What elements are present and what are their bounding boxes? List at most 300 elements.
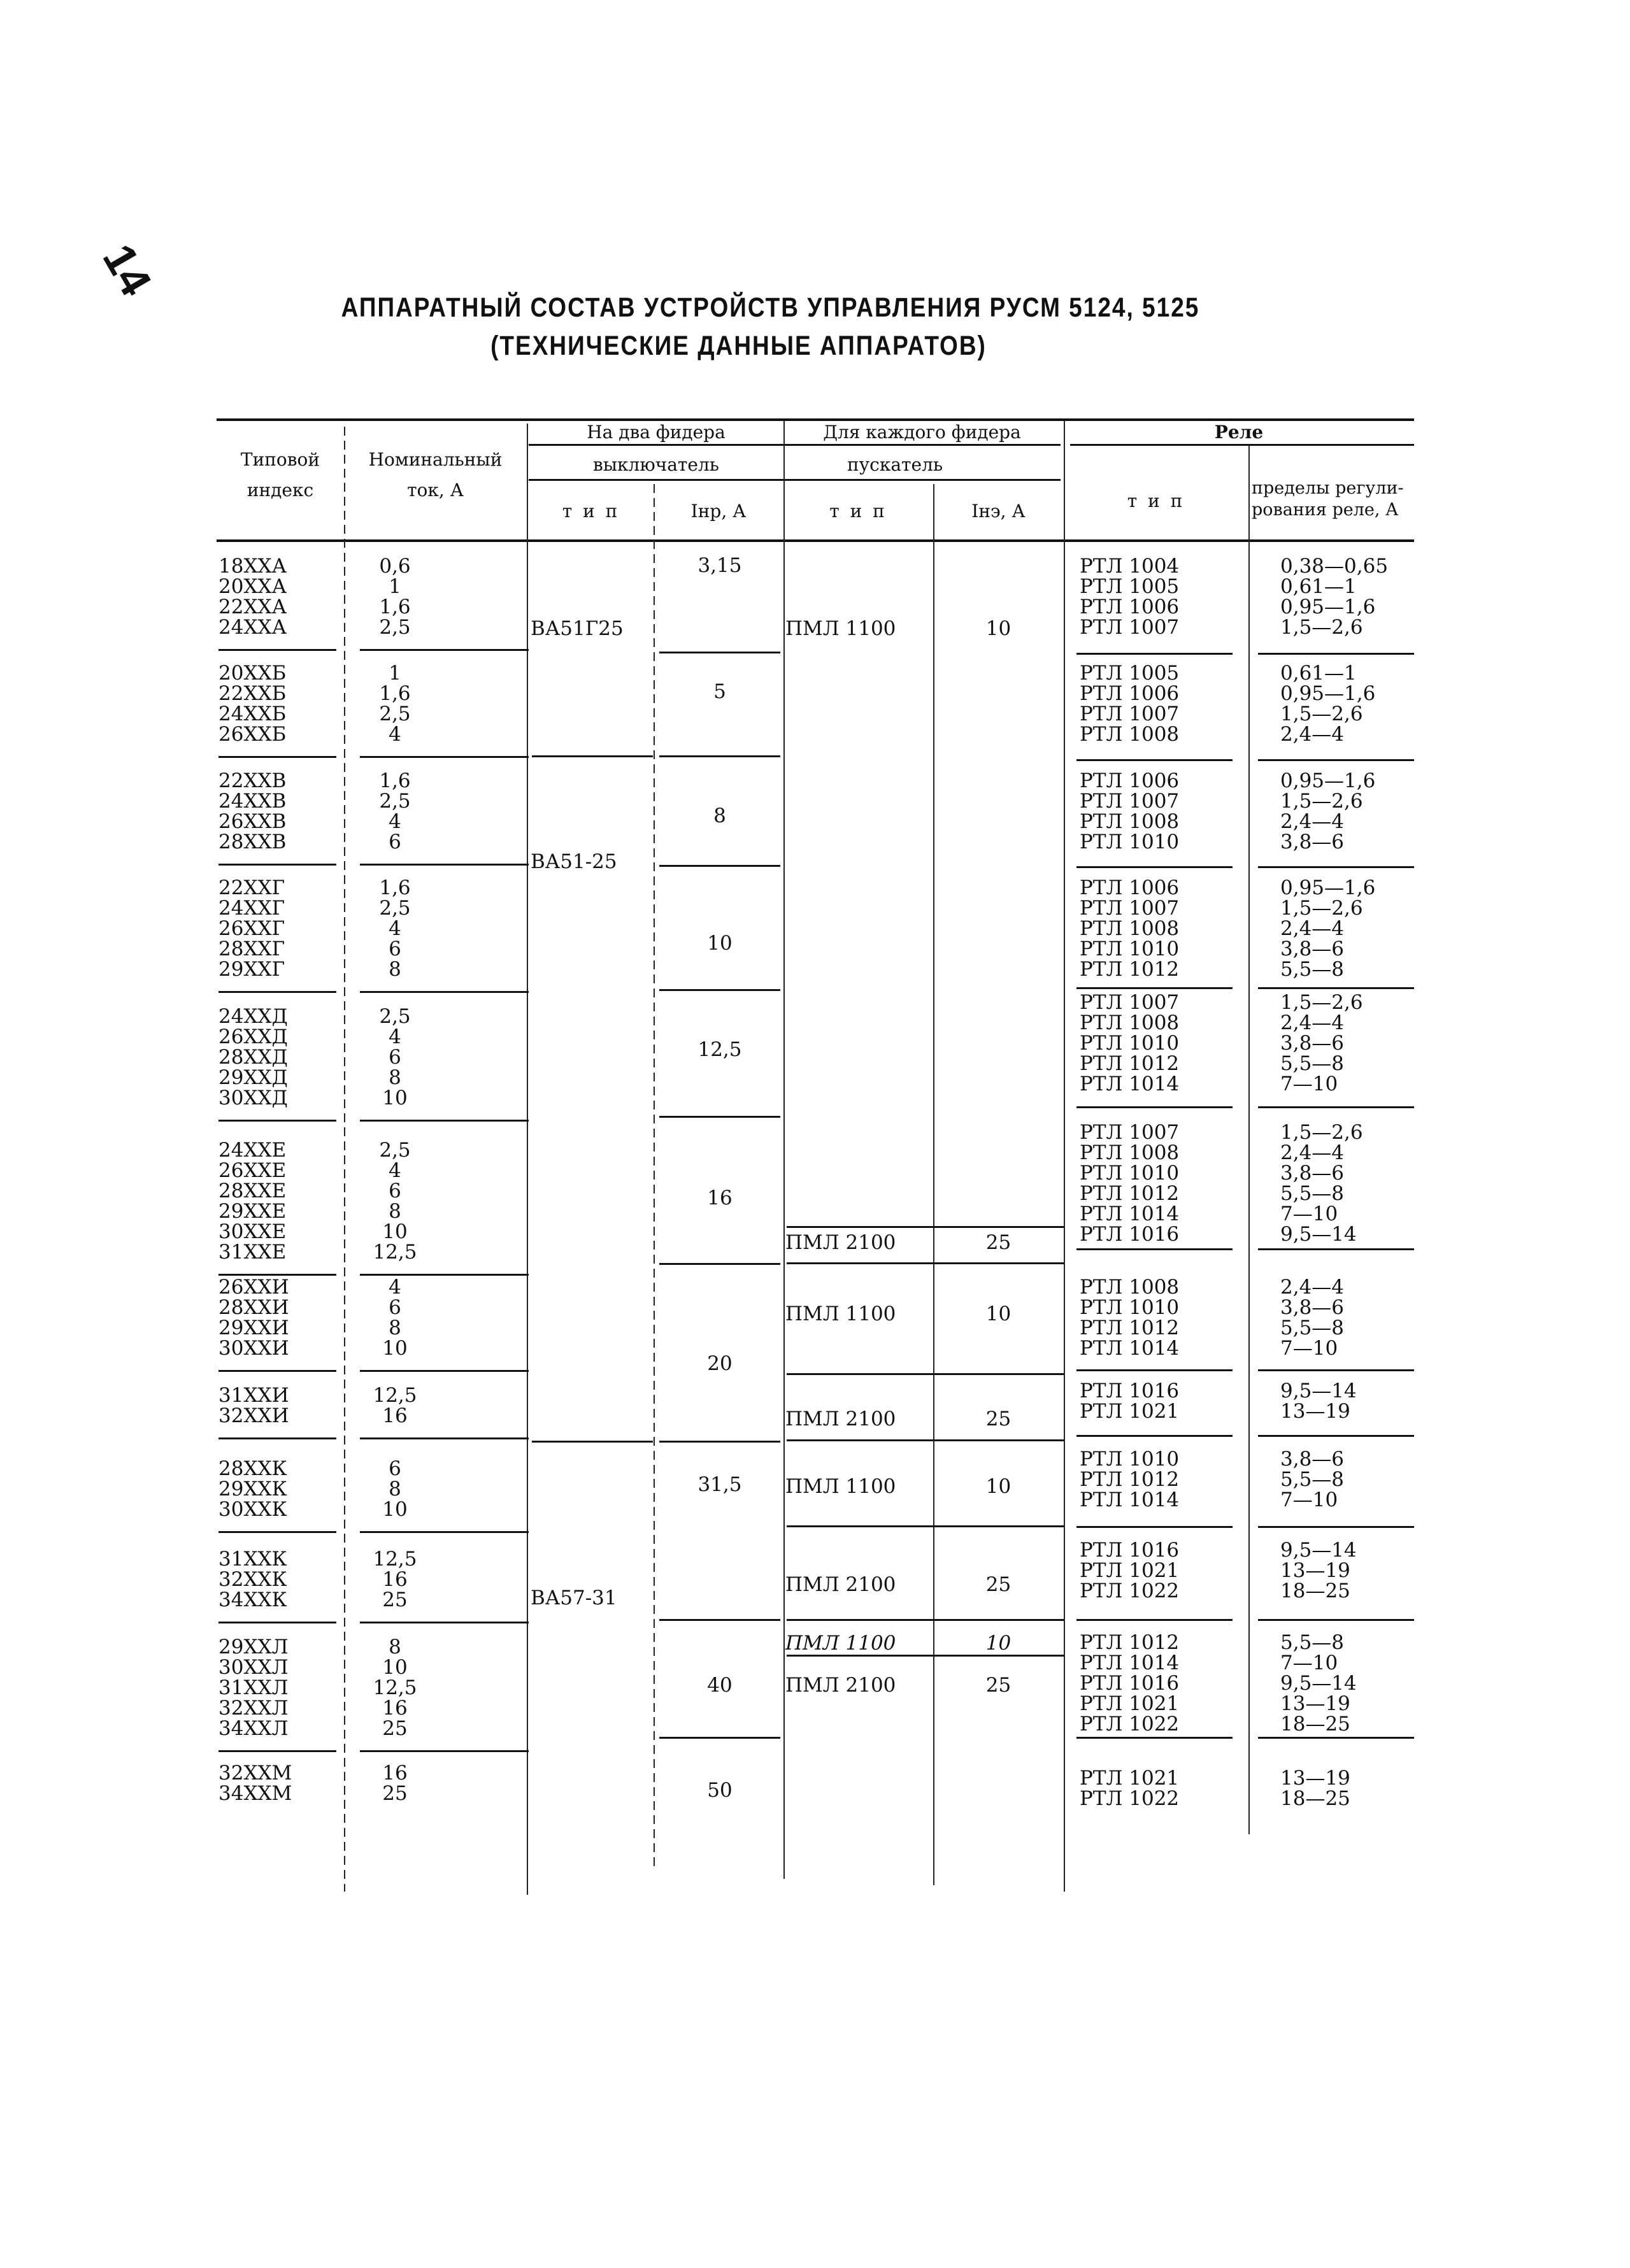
relay-type-value: РТЛ 1012 bbox=[1080, 958, 1180, 981]
relay-range-value: 5,5—8 bbox=[1280, 1468, 1345, 1491]
relay-type-value: РТЛ 1010 bbox=[1080, 1448, 1180, 1471]
type-index bbox=[218, 663, 286, 745]
table-top-rule bbox=[217, 418, 1414, 421]
header-bottom-rule bbox=[217, 539, 1414, 542]
relay-range-value: 2,4—4 bbox=[1280, 1011, 1345, 1034]
starter-type: ПМЛ 2100 bbox=[785, 1231, 896, 1254]
type-index-value: 31ХХЛ bbox=[218, 1676, 289, 1699]
relay-type-value: РТЛ 1010 bbox=[1080, 831, 1180, 853]
relay-range bbox=[1280, 771, 1375, 852]
type-index bbox=[218, 1549, 287, 1610]
group-divider bbox=[360, 1120, 529, 1122]
relay-range bbox=[1280, 1632, 1357, 1734]
nominal-current-value: 25 bbox=[382, 1782, 408, 1805]
type-index-value: 26ХХГ bbox=[218, 917, 285, 940]
starter-current: 25 bbox=[985, 1408, 1012, 1430]
nominal-current-value: 4 bbox=[389, 810, 401, 833]
relay-range-value: 1,5—2,6 bbox=[1280, 991, 1363, 1014]
relay-divider bbox=[1258, 1526, 1414, 1528]
header-relay-range: пределы регули- рования реле, А bbox=[1252, 478, 1404, 520]
relay-range bbox=[1280, 1449, 1344, 1510]
starter-current: 10 bbox=[985, 1475, 1012, 1498]
relay-range bbox=[1280, 1768, 1350, 1809]
starter-current: 25 bbox=[985, 1231, 1012, 1254]
type-index-value: 30ХХЕ bbox=[218, 1220, 287, 1243]
relay-type-value: РТЛ 1012 bbox=[1080, 1052, 1180, 1075]
relay-range-value: 9,5—14 bbox=[1280, 1223, 1357, 1246]
type-index-value: 22ХХА bbox=[218, 596, 287, 618]
header-relay-type: т и п bbox=[1127, 490, 1185, 511]
breaker-current: 8 bbox=[713, 804, 726, 827]
relay-type-value: РТЛ 1012 bbox=[1080, 1631, 1180, 1654]
relay-range-value: 3,8—6 bbox=[1280, 1296, 1345, 1319]
type-index-value: 31ХХЕ bbox=[218, 1241, 287, 1264]
nominal-current-value: 8 bbox=[389, 958, 401, 981]
relay-divider bbox=[1258, 759, 1414, 761]
breaker-current: 50 bbox=[707, 1779, 733, 1802]
header-rule-group bbox=[1070, 444, 1414, 446]
relay-type-value: РТЛ 1008 bbox=[1080, 1141, 1180, 1164]
nominal-current-value: 12,5 bbox=[373, 1384, 417, 1407]
breaker-current: 5 bbox=[713, 680, 726, 703]
type-index-value: 26ХХБ bbox=[218, 723, 287, 746]
group-divider bbox=[218, 1531, 336, 1533]
relay-type bbox=[1080, 771, 1179, 852]
starter-divider bbox=[787, 1439, 1064, 1441]
relay-range-value: 9,5—14 bbox=[1280, 1672, 1357, 1695]
starter-type: ПМЛ 1100 bbox=[785, 617, 896, 640]
relay-type-value: РТЛ 1008 bbox=[1080, 1011, 1180, 1034]
nominal-current-value: 8 bbox=[389, 1316, 401, 1339]
type-index-value: 26ХХИ bbox=[218, 1276, 289, 1299]
group-divider bbox=[360, 1622, 529, 1623]
type-index-value: 24ХХА bbox=[218, 616, 287, 639]
type-index-value: 28ХХЕ bbox=[218, 1180, 287, 1202]
relay-type bbox=[1080, 1632, 1179, 1734]
relay-range bbox=[1280, 1277, 1344, 1359]
relay-type bbox=[1080, 556, 1179, 638]
relay-type-value: РТЛ 1014 bbox=[1080, 1651, 1180, 1674]
type-index-value: 30ХХЛ bbox=[218, 1656, 289, 1679]
type-index-value: 24ХХД bbox=[218, 1005, 288, 1028]
nominal-current bbox=[357, 1277, 433, 1359]
current-divider bbox=[659, 865, 780, 867]
group-divider bbox=[218, 1370, 336, 1372]
relay-type-value: РТЛ 1021 bbox=[1080, 1692, 1180, 1715]
relay-range bbox=[1280, 878, 1375, 980]
starter-current: 25 bbox=[985, 1573, 1012, 1596]
group-divider bbox=[218, 1437, 336, 1439]
type-index-value: 22ХХБ bbox=[218, 682, 287, 705]
relay-divider bbox=[1258, 653, 1414, 655]
nominal-current-value: 8 bbox=[389, 1200, 401, 1223]
relay-range-value: 7—10 bbox=[1280, 1202, 1338, 1225]
page-title: АППАРАТНЫЙ СОСТАВ УСТРОЙСТВ УПРАВЛЕНИЯ РУСМ 5124, 5125 bbox=[341, 292, 1200, 322]
type-index bbox=[218, 1277, 289, 1359]
relay-type-value: РТЛ 1006 bbox=[1080, 682, 1180, 705]
relay-range bbox=[1280, 1122, 1363, 1245]
starter-type: ПМЛ 1100 bbox=[785, 1632, 896, 1655]
nominal-current-value: 16 bbox=[382, 1568, 408, 1591]
relay-divider bbox=[1076, 1435, 1233, 1437]
relay-divider bbox=[1076, 759, 1233, 761]
current-divider bbox=[659, 1116, 780, 1118]
relay-type-value: РТЛ 1016 bbox=[1080, 1380, 1180, 1402]
nominal-current bbox=[357, 1459, 433, 1520]
relay-range-value: 5,5—8 bbox=[1280, 1182, 1345, 1205]
type-index-value: 20ХХБ bbox=[218, 662, 287, 685]
type-index-value: 32ХХИ bbox=[218, 1404, 289, 1427]
type-index bbox=[218, 771, 286, 852]
column-divider bbox=[654, 484, 655, 1866]
relay-range-value: 3,8—6 bbox=[1280, 1162, 1345, 1185]
type-index-value: 32ХХЛ bbox=[218, 1697, 289, 1720]
nominal-current-value: 12,5 bbox=[373, 1548, 417, 1571]
header-breaker-sub: выключатель bbox=[592, 454, 719, 475]
header-starter-sub: пускатель bbox=[847, 454, 943, 475]
group-divider bbox=[360, 1437, 529, 1439]
group-divider bbox=[360, 991, 529, 993]
relay-type bbox=[1080, 1122, 1179, 1245]
group-divider bbox=[360, 1750, 529, 1752]
starter-divider bbox=[787, 1373, 1064, 1375]
relay-range-value: 9,5—14 bbox=[1280, 1539, 1357, 1562]
relay-type bbox=[1080, 992, 1179, 1094]
nominal-current-value: 2,5 bbox=[379, 790, 411, 813]
relay-range-value: 7—10 bbox=[1280, 1073, 1338, 1095]
current-divider bbox=[659, 1737, 780, 1739]
type-index-value: 24ХХГ bbox=[218, 897, 285, 920]
relay-range bbox=[1280, 663, 1375, 745]
relay-divider bbox=[1258, 1737, 1414, 1739]
header-starter-group: Для каждого фидера bbox=[823, 422, 1021, 443]
relay-range-value: 13—19 bbox=[1280, 1767, 1350, 1790]
relay-type-value: РТЛ 1005 bbox=[1080, 662, 1180, 685]
relay-type-value: РТЛ 1007 bbox=[1080, 897, 1180, 920]
header-starter-type: т и п bbox=[829, 501, 887, 522]
relay-range-value: 3,8—6 bbox=[1280, 831, 1345, 853]
type-index-value: 28ХХД bbox=[218, 1046, 288, 1069]
starter-current: 25 bbox=[985, 1674, 1012, 1697]
relay-type bbox=[1080, 1381, 1179, 1422]
type-index bbox=[218, 1006, 288, 1108]
relay-range-value: 1,5—2,6 bbox=[1280, 703, 1363, 725]
starter-type: ПМЛ 2100 bbox=[785, 1573, 896, 1596]
header-breaker-type: т и п bbox=[562, 501, 620, 522]
nominal-current-value: 10 bbox=[382, 1337, 408, 1360]
header-index: Типовой индекс bbox=[240, 449, 320, 501]
nominal-current-value: 6 bbox=[389, 1180, 401, 1202]
type-index bbox=[218, 1140, 286, 1262]
relay-range bbox=[1280, 1381, 1357, 1422]
relay-range-value: 3,8—6 bbox=[1280, 1032, 1345, 1055]
relay-divider bbox=[1076, 1619, 1233, 1621]
relay-divider bbox=[1258, 987, 1414, 989]
relay-divider bbox=[1258, 1619, 1414, 1621]
type-index-value: 28ХХГ bbox=[218, 938, 285, 960]
relay-range-value: 1,5—2,6 bbox=[1280, 1121, 1363, 1144]
relay-range-value: 1,5—2,6 bbox=[1280, 790, 1363, 813]
nominal-current bbox=[357, 1549, 433, 1610]
nominal-current-value: 25 bbox=[382, 1588, 408, 1611]
relay-range-value: 13—19 bbox=[1280, 1559, 1350, 1582]
relay-range-value: 7—10 bbox=[1280, 1488, 1338, 1511]
relay-divider bbox=[1076, 1248, 1233, 1250]
relay-type-value: РТЛ 1008 bbox=[1080, 917, 1180, 940]
nominal-current-value: 10 bbox=[382, 1656, 408, 1679]
starter-divider bbox=[787, 1525, 1064, 1527]
type-index-value: 28ХХВ bbox=[218, 831, 287, 853]
relay-range-value: 5,5—8 bbox=[1280, 958, 1345, 981]
nominal-current-value: 2,5 bbox=[379, 616, 411, 639]
relay-type bbox=[1080, 1540, 1179, 1601]
nominal-current-value: 1,6 bbox=[379, 596, 411, 618]
nominal-current-value: 16 bbox=[382, 1697, 408, 1720]
type-index bbox=[218, 1459, 287, 1520]
relay-range-value: 18—25 bbox=[1280, 1713, 1350, 1736]
relay-type-value: РТЛ 1010 bbox=[1080, 1032, 1180, 1055]
type-index-value: 32ХХМ bbox=[218, 1762, 292, 1785]
header-breaker-current: Iнр, А bbox=[690, 501, 747, 522]
page-number: 14 bbox=[93, 236, 162, 304]
nominal-current-value: 6 bbox=[389, 1457, 401, 1480]
nominal-current-value: 10 bbox=[382, 1498, 408, 1521]
nominal-current-value: 6 bbox=[389, 1296, 401, 1319]
nominal-current-value: 2,5 bbox=[379, 703, 411, 725]
relay-range-value: 2,4—4 bbox=[1280, 917, 1345, 940]
nominal-current-value: 4 bbox=[389, 1159, 401, 1182]
group-divider bbox=[218, 864, 336, 866]
type-index-value: 26ХХЕ bbox=[218, 1159, 287, 1182]
relay-range-value: 0,95—1,6 bbox=[1280, 682, 1376, 705]
type-index-value: 32ХХК bbox=[218, 1568, 287, 1591]
relay-type-value: РТЛ 1021 bbox=[1080, 1767, 1180, 1790]
relay-type-value: РТЛ 1014 bbox=[1080, 1488, 1180, 1511]
relay-range-value: 0,38—0,65 bbox=[1280, 555, 1389, 578]
relay-range-value: 18—25 bbox=[1280, 1580, 1350, 1602]
column-divider bbox=[527, 424, 528, 1895]
relay-range-value: 9,5—14 bbox=[1280, 1380, 1357, 1402]
header-rule-group bbox=[529, 444, 783, 446]
group-divider bbox=[218, 1120, 336, 1122]
nominal-current-value: 4 bbox=[389, 1276, 401, 1299]
relay-range-value: 2,4—4 bbox=[1280, 1276, 1345, 1299]
type-index bbox=[218, 1385, 289, 1426]
relay-type-value: РТЛ 1022 bbox=[1080, 1713, 1180, 1736]
relay-type-value: РТЛ 1016 bbox=[1080, 1223, 1180, 1246]
relay-type-value: РТЛ 1014 bbox=[1080, 1337, 1180, 1360]
current-divider bbox=[659, 1619, 780, 1621]
current-divider bbox=[659, 652, 780, 653]
type-index-value: 26ХХВ bbox=[218, 810, 287, 833]
nominal-current-value: 4 bbox=[389, 917, 401, 940]
type-index-value: 24ХХЕ bbox=[218, 1139, 287, 1162]
current-divider bbox=[659, 755, 780, 757]
header-rule-sub bbox=[529, 479, 783, 481]
nominal-current-value: 8 bbox=[389, 1066, 401, 1089]
type-index bbox=[218, 1763, 292, 1804]
starter-divider bbox=[787, 1226, 1064, 1228]
relay-divider bbox=[1076, 1369, 1233, 1371]
group-divider bbox=[360, 1274, 529, 1276]
nominal-current-value: 16 bbox=[382, 1762, 408, 1785]
header-rule-sub bbox=[783, 479, 1061, 481]
relay-range-value: 7—10 bbox=[1280, 1651, 1338, 1674]
type-index bbox=[218, 556, 287, 638]
nominal-current-value: 2,5 bbox=[379, 1139, 411, 1162]
nominal-current-value: 2,5 bbox=[379, 897, 411, 920]
relay-divider bbox=[1076, 866, 1233, 868]
type-index-value: 26ХХД bbox=[218, 1025, 288, 1048]
relay-type-value: РТЛ 1006 bbox=[1080, 769, 1180, 792]
relay-type-value: РТЛ 1008 bbox=[1080, 810, 1180, 833]
relay-range-value: 3,8—6 bbox=[1280, 938, 1345, 960]
type-index-value: 28ХХИ bbox=[218, 1296, 289, 1319]
relay-range-value: 0,61—1 bbox=[1280, 575, 1357, 598]
type-index-value: 34ХХК bbox=[218, 1588, 287, 1611]
relay-range-value: 2,4—4 bbox=[1280, 1141, 1345, 1164]
relay-divider bbox=[1076, 1737, 1233, 1739]
column-divider bbox=[1248, 446, 1250, 1834]
group-divider bbox=[218, 991, 336, 993]
nominal-current-value: 8 bbox=[389, 1636, 401, 1658]
relay-divider bbox=[1258, 1106, 1414, 1108]
relay-type-value: РТЛ 1022 bbox=[1080, 1580, 1180, 1602]
relay-type-value: РТЛ 1021 bbox=[1080, 1559, 1180, 1582]
relay-type-value: РТЛ 1007 bbox=[1080, 616, 1180, 639]
relay-range-value: 0,95—1,6 bbox=[1280, 769, 1376, 792]
relay-divider bbox=[1076, 987, 1233, 989]
nominal-current bbox=[357, 556, 433, 638]
type-index-value: 29ХХЕ bbox=[218, 1200, 287, 1223]
nominal-current-value: 12,5 bbox=[373, 1241, 417, 1264]
type-index-value: 22ХХВ bbox=[218, 769, 287, 792]
type-index-value: 34ХХЛ bbox=[218, 1717, 289, 1740]
relay-range-value: 13—19 bbox=[1280, 1400, 1350, 1423]
relay-type-value: РТЛ 1016 bbox=[1080, 1539, 1180, 1562]
nominal-current-value: 1,6 bbox=[379, 876, 411, 899]
nominal-current bbox=[357, 1637, 433, 1739]
current-divider bbox=[659, 989, 780, 991]
relay-range-value: 0,95—1,6 bbox=[1280, 596, 1376, 618]
nominal-current-value: 16 bbox=[382, 1404, 408, 1427]
group-divider bbox=[360, 864, 529, 866]
relay-range bbox=[1280, 556, 1388, 638]
relay-type-value: РТЛ 1012 bbox=[1080, 1468, 1180, 1491]
relay-range bbox=[1280, 992, 1363, 1094]
nominal-current-value: 10 bbox=[382, 1087, 408, 1109]
relay-range-value: 5,5—8 bbox=[1280, 1052, 1345, 1075]
type-index-value: 29ХХД bbox=[218, 1066, 288, 1089]
breaker-divider bbox=[532, 1441, 653, 1443]
relay-divider bbox=[1258, 1369, 1414, 1371]
column-divider bbox=[1064, 420, 1065, 1892]
type-index bbox=[218, 1637, 288, 1739]
nominal-current-value: 4 bbox=[389, 723, 401, 746]
type-index-value: 30ХХК bbox=[218, 1498, 287, 1521]
nominal-current bbox=[357, 1763, 433, 1804]
relay-type-value: РТЛ 1016 bbox=[1080, 1672, 1180, 1695]
current-divider bbox=[659, 1263, 780, 1265]
nominal-current-value: 6 bbox=[389, 938, 401, 960]
starter-type: ПМЛ 1100 bbox=[785, 1302, 896, 1325]
type-index-value: 20ХХА bbox=[218, 575, 287, 598]
starter-divider bbox=[787, 1655, 1064, 1657]
relay-range-value: 2,4—4 bbox=[1280, 723, 1345, 746]
nominal-current-value: 8 bbox=[389, 1478, 401, 1501]
breaker-current: 20 bbox=[707, 1352, 733, 1375]
relay-divider bbox=[1258, 1248, 1414, 1250]
starter-current: 10 bbox=[985, 1632, 1012, 1655]
starter-current: 10 bbox=[985, 617, 1012, 640]
nominal-current-value: 4 bbox=[389, 1025, 401, 1048]
nominal-current-value: 0,6 bbox=[379, 555, 411, 578]
relay-range-value: 18—25 bbox=[1280, 1787, 1350, 1810]
relay-type-value: РТЛ 1010 bbox=[1080, 1162, 1180, 1185]
type-index-value: 29ХХЛ bbox=[218, 1636, 289, 1658]
relay-type-value: РТЛ 1022 bbox=[1080, 1787, 1180, 1810]
relay-type-value: РТЛ 1005 bbox=[1080, 575, 1180, 598]
nominal-current bbox=[357, 1385, 433, 1426]
relay-range-value: 3,8—6 bbox=[1280, 1448, 1345, 1471]
relay-range-value: 1,5—2,6 bbox=[1280, 897, 1363, 920]
type-index-value: 34ХХМ bbox=[218, 1782, 292, 1805]
type-index-value: 24ХХВ bbox=[218, 790, 287, 813]
type-index-value: 30ХХД bbox=[218, 1087, 288, 1109]
relay-type-value: РТЛ 1010 bbox=[1080, 938, 1180, 960]
relay-range-value: 1,5—2,6 bbox=[1280, 616, 1363, 639]
nominal-current-value: 6 bbox=[389, 1046, 401, 1069]
type-index-value: 29ХХИ bbox=[218, 1316, 289, 1339]
group-divider bbox=[218, 1622, 336, 1623]
nominal-current bbox=[357, 878, 433, 980]
relay-range-value: 5,5—8 bbox=[1280, 1316, 1345, 1339]
nominal-current-value: 1 bbox=[389, 575, 401, 598]
relay-type bbox=[1080, 663, 1179, 745]
nominal-current-value: 6 bbox=[389, 831, 401, 853]
relay-type-value: РТЛ 1004 bbox=[1080, 555, 1180, 578]
group-divider bbox=[360, 756, 529, 758]
group-divider bbox=[360, 1370, 529, 1372]
breaker-current: 3,15 bbox=[697, 554, 742, 577]
page-subtitle: (ТЕХНИЧЕСКИЕ ДАННЫЕ АППАРАТОВ) bbox=[490, 330, 987, 360]
relay-range-value: 2,4—4 bbox=[1280, 810, 1345, 833]
nominal-current bbox=[357, 1006, 433, 1108]
starter-type: ПМЛ 2100 bbox=[785, 1408, 896, 1430]
relay-type bbox=[1080, 878, 1179, 980]
type-index-value: 31ХХК bbox=[218, 1548, 287, 1571]
starter-current: 10 bbox=[985, 1302, 1012, 1325]
relay-type-value: РТЛ 1007 bbox=[1080, 1121, 1180, 1144]
header-starter-current: Iнэ, А bbox=[971, 501, 1026, 522]
breaker-divider bbox=[532, 755, 653, 757]
current-divider bbox=[659, 1441, 780, 1443]
breaker-type-1: ВА51Г25 bbox=[531, 617, 624, 640]
starter-type: ПМЛ 2100 bbox=[785, 1674, 896, 1697]
relay-type-value: РТЛ 1007 bbox=[1080, 991, 1180, 1014]
relay-type-value: РТЛ 1021 bbox=[1080, 1400, 1180, 1423]
nominal-current-value: 12,5 bbox=[373, 1676, 417, 1699]
type-index-value: 29ХХК bbox=[218, 1478, 287, 1501]
group-divider bbox=[360, 649, 529, 651]
breaker-current: 12,5 bbox=[697, 1038, 742, 1061]
breaker-current: 31,5 bbox=[697, 1473, 742, 1496]
relay-range bbox=[1280, 1540, 1357, 1601]
relay-divider bbox=[1076, 1526, 1233, 1528]
nominal-current-value: 1,6 bbox=[379, 682, 411, 705]
group-divider bbox=[218, 649, 336, 651]
relay-type-value: РТЛ 1006 bbox=[1080, 596, 1180, 618]
